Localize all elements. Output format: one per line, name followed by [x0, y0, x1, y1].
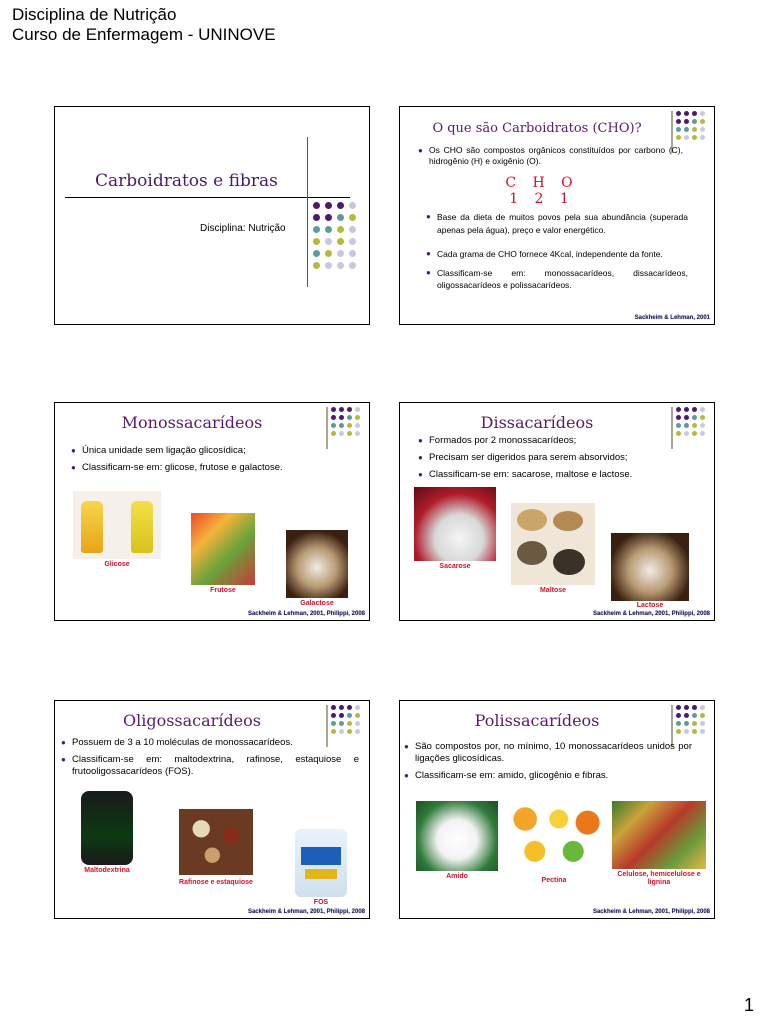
- page-number: 1: [743, 995, 754, 1015]
- fos-can-image: [295, 829, 347, 897]
- decorative-dot: [676, 119, 681, 124]
- decorative-dot: [700, 729, 705, 734]
- slide-title: Oligossacarídeos: [122, 711, 261, 730]
- course-discipline: Disciplina de Nutrição: [12, 5, 177, 24]
- decorative-dot: [331, 721, 336, 726]
- fruits-image: [191, 513, 255, 585]
- decorative-dot: [676, 713, 681, 718]
- decorative-dot: [692, 135, 697, 140]
- decorative-dot: [692, 111, 697, 116]
- bullet-item: ● Possuem de 3 a 10 moléculas de monossacarídeos.: [61, 737, 359, 749]
- decorative-dot: [349, 238, 356, 245]
- decorative-dot: [325, 214, 332, 221]
- decorative-dot: [676, 729, 681, 734]
- decorative-dot: [331, 713, 336, 718]
- decorative-dot: [355, 431, 360, 436]
- decorative-dots: [331, 407, 361, 449]
- decorative-dot: [684, 705, 689, 710]
- decorative-dot: [700, 713, 705, 718]
- decorative-dot: [692, 705, 697, 710]
- milk-bottle-image: [611, 533, 689, 601]
- image-caption: Maltose: [539, 587, 567, 594]
- slide-5: [54, 700, 370, 919]
- decorative-dot: [349, 202, 356, 209]
- cho-ratio: 1 2 1: [509, 191, 575, 207]
- decorative-dot: [692, 119, 697, 124]
- image-caption: Amido: [446, 873, 468, 880]
- decorative-dot: [347, 407, 352, 412]
- decorative-dot: [349, 250, 356, 257]
- decorative-dot: [313, 238, 320, 245]
- image-caption: Pectina: [541, 877, 567, 884]
- decorative-dot: [676, 111, 681, 116]
- bullet-item: ● Cada grama de CHO fornece 4Kcal, independente da fonte.: [426, 248, 688, 261]
- beans-image: [179, 809, 253, 875]
- decorative-dot: [325, 238, 332, 245]
- slide-1: [54, 106, 370, 325]
- decorative-dot: [684, 713, 689, 718]
- image-caption: Glicose: [104, 561, 130, 568]
- decorative-dot: [337, 214, 344, 221]
- decorative-dot: [692, 713, 697, 718]
- bullet-list: [426, 211, 688, 297]
- image-caption: Lactose: [636, 602, 664, 609]
- decorative-dot: [684, 721, 689, 726]
- decorative-dot: [339, 423, 344, 428]
- glucose-bottles-image: [73, 491, 161, 559]
- decorative-dot: [313, 250, 320, 257]
- decorative-dot: [339, 431, 344, 436]
- decorative-dot: [684, 415, 689, 420]
- image-caption: Sacarose: [439, 563, 471, 570]
- bullet-item: ● Os CHO são compostos orgânicos constituídos por carbono (C), hidrogênio (H) e oxigênio (O).: [418, 145, 683, 167]
- decorative-dot: [684, 423, 689, 428]
- source-citation: Sackheim & Lehman, 2001, Philippi, 2008: [592, 909, 710, 915]
- slide-3: [54, 402, 370, 621]
- sugar-image: [414, 487, 496, 561]
- decorative-dot: [313, 214, 320, 221]
- decorative-dot: [355, 415, 360, 420]
- source-citation: Sackheim & Lehman, 2001, Philippi, 2008: [592, 611, 710, 617]
- decorative-dot: [355, 705, 360, 710]
- decorative-dot: [337, 262, 344, 269]
- maltodextrin-jar-image: [81, 791, 133, 865]
- decorative-dot: [700, 423, 705, 428]
- decorative-dot: [325, 250, 332, 257]
- decorative-dot: [700, 111, 705, 116]
- decorative-dot: [676, 127, 681, 132]
- image-caption: Frutose: [210, 587, 236, 594]
- decorative-dot: [700, 135, 705, 140]
- bullet-list: [418, 145, 683, 172]
- bullet-list: [418, 435, 698, 486]
- slide-subtitle: Disciplina: Nutrição: [200, 223, 286, 234]
- decorative-dot: [339, 415, 344, 420]
- bullet-item: ● São compostos por, no mínimo, 10 monossacarídeos unidos por ligações glicosídicas.: [404, 741, 692, 765]
- decorative-dot: [700, 127, 705, 132]
- course-name: Curso de Enfermagem - UNINOVE: [12, 25, 276, 44]
- bullet-item: ● Classificam-se em: amido, glicogênio e fibras.: [404, 770, 692, 782]
- decorative-dot: [684, 127, 689, 132]
- decorative-dot: [339, 721, 344, 726]
- decorative-dot: [692, 423, 697, 428]
- decorative-dot: [331, 729, 336, 734]
- bullet-item: ● Classificam-se em: monossacarídeos, dissacarídeos, oligossacarídeos e polissacarídeos.: [426, 267, 688, 292]
- decorative-dot: [331, 415, 336, 420]
- decorative-dot: [349, 262, 356, 269]
- decorative-dot: [339, 713, 344, 718]
- bullet-item: ● Classificam-se em: sacarose, maltose e lactose.: [418, 469, 698, 481]
- milk-bottle-image: [286, 530, 348, 598]
- source-citation: Sackheim & Lehman, 2001, Philippi, 2008: [247, 909, 365, 915]
- decorative-dot: [313, 226, 320, 233]
- decorative-dot: [355, 721, 360, 726]
- decorative-dot: [355, 423, 360, 428]
- decorative-dot: [339, 729, 344, 734]
- decorative-dot: [349, 226, 356, 233]
- slide-title: Monossacarídeos: [121, 413, 263, 432]
- decorative-dot: [325, 262, 332, 269]
- slide-title: Carboidratos e fibras: [95, 171, 278, 191]
- decorative-dot: [347, 431, 352, 436]
- image-caption: Celulose, hemicelulose e lignina: [617, 871, 701, 886]
- cho-letters: C H O: [505, 175, 579, 191]
- slide-title: Polissacarídeos: [474, 711, 600, 730]
- decorative-dot: [347, 423, 352, 428]
- decorative-dot: [692, 407, 697, 412]
- bullet-item: ● Precisam ser digeridos para serem absorvidos;: [418, 452, 698, 464]
- decorative-dot: [349, 214, 356, 221]
- grains-image: [511, 503, 595, 585]
- decorative-dot: [684, 407, 689, 412]
- slide-6: [399, 700, 715, 919]
- decorative-dot: [331, 705, 336, 710]
- bullet-item: ● Classificam-se em: glicose, frutose e galactose.: [71, 462, 331, 474]
- decorative-dot: [700, 431, 705, 436]
- decorative-dot: [684, 111, 689, 116]
- bullet-item: ● Classificam-se em: maltodextrina, rafinose, estaquiose e frutooligossacarídeos (FOS).: [61, 754, 359, 778]
- decorative-dot: [355, 713, 360, 718]
- decorative-dot: [337, 250, 344, 257]
- slide-2: [399, 106, 715, 325]
- decorative-dot: [684, 135, 689, 140]
- image-caption: FOS: [313, 899, 329, 906]
- source-citation: Sackheim & Lehman, 2001: [634, 315, 710, 321]
- bullet-list: [61, 737, 359, 783]
- decorative-dot: [347, 415, 352, 420]
- image-caption: Rafinose e estaquiose: [179, 879, 253, 886]
- citrus-fruits-image: [506, 801, 602, 873]
- decorative-dot: [676, 407, 681, 412]
- decorative-dot: [676, 423, 681, 428]
- bullet-item: ● Formados por 2 monossacarídeos;: [418, 435, 698, 447]
- decorative-dot: [692, 415, 697, 420]
- decorative-dot: [331, 431, 336, 436]
- decorative-dot: [347, 713, 352, 718]
- bullet-item: ● Base da dieta de muitos povos pela sua abundância (superada apenas pela água), preço e valor energético.: [426, 211, 688, 236]
- decorative-dot: [313, 262, 320, 269]
- decorative-dot: [337, 226, 344, 233]
- divider-vertical: [307, 137, 308, 287]
- decorative-dot: [700, 721, 705, 726]
- decorative-dot: [325, 202, 332, 209]
- decorative-dot: [676, 721, 681, 726]
- decorative-dot: [676, 705, 681, 710]
- decorative-dot: [331, 423, 336, 428]
- decorative-dot: [700, 407, 705, 412]
- decorative-dot: [700, 705, 705, 710]
- decorative-dot: [339, 407, 344, 412]
- decorative-dot: [692, 721, 697, 726]
- decorative-dot: [700, 119, 705, 124]
- vegetables-market-image: [612, 801, 706, 869]
- decorative-dot: [700, 415, 705, 420]
- decorative-dot: [676, 135, 681, 140]
- slide-4: [399, 402, 715, 621]
- decorative-dot: [692, 729, 697, 734]
- slide-title: Dissacarídeos: [480, 413, 594, 432]
- image-caption: Maltodextrina: [84, 867, 130, 874]
- decorative-dot: [684, 729, 689, 734]
- decorative-dot: [347, 705, 352, 710]
- decorative-dot: [355, 729, 360, 734]
- decorative-dot: [337, 238, 344, 245]
- decorative-dot: [684, 119, 689, 124]
- bullet-item: ● Única unidade sem ligação glicosídica;: [71, 445, 331, 457]
- decorative-dot: [355, 407, 360, 412]
- decorative-dot: [331, 407, 336, 412]
- image-caption: Galactose: [300, 600, 334, 607]
- decorative-dot: [347, 721, 352, 726]
- decorative-dot: [339, 705, 344, 710]
- decorative-dot: [313, 202, 320, 209]
- decorative-dot: [325, 226, 332, 233]
- decorative-dots: [313, 202, 363, 272]
- decorative-dot: [347, 729, 352, 734]
- source-citation: Sackheim & Lehman, 2001, Philippi, 2008: [247, 611, 365, 617]
- decorative-dot: [692, 127, 697, 132]
- starch-image: [416, 801, 498, 871]
- slide-title: O que são Carboidratos (CHO)?: [432, 121, 642, 136]
- decorative-dot: [337, 202, 344, 209]
- bullet-list: [71, 445, 331, 479]
- bullet-list: [404, 741, 692, 787]
- decorative-dot: [676, 415, 681, 420]
